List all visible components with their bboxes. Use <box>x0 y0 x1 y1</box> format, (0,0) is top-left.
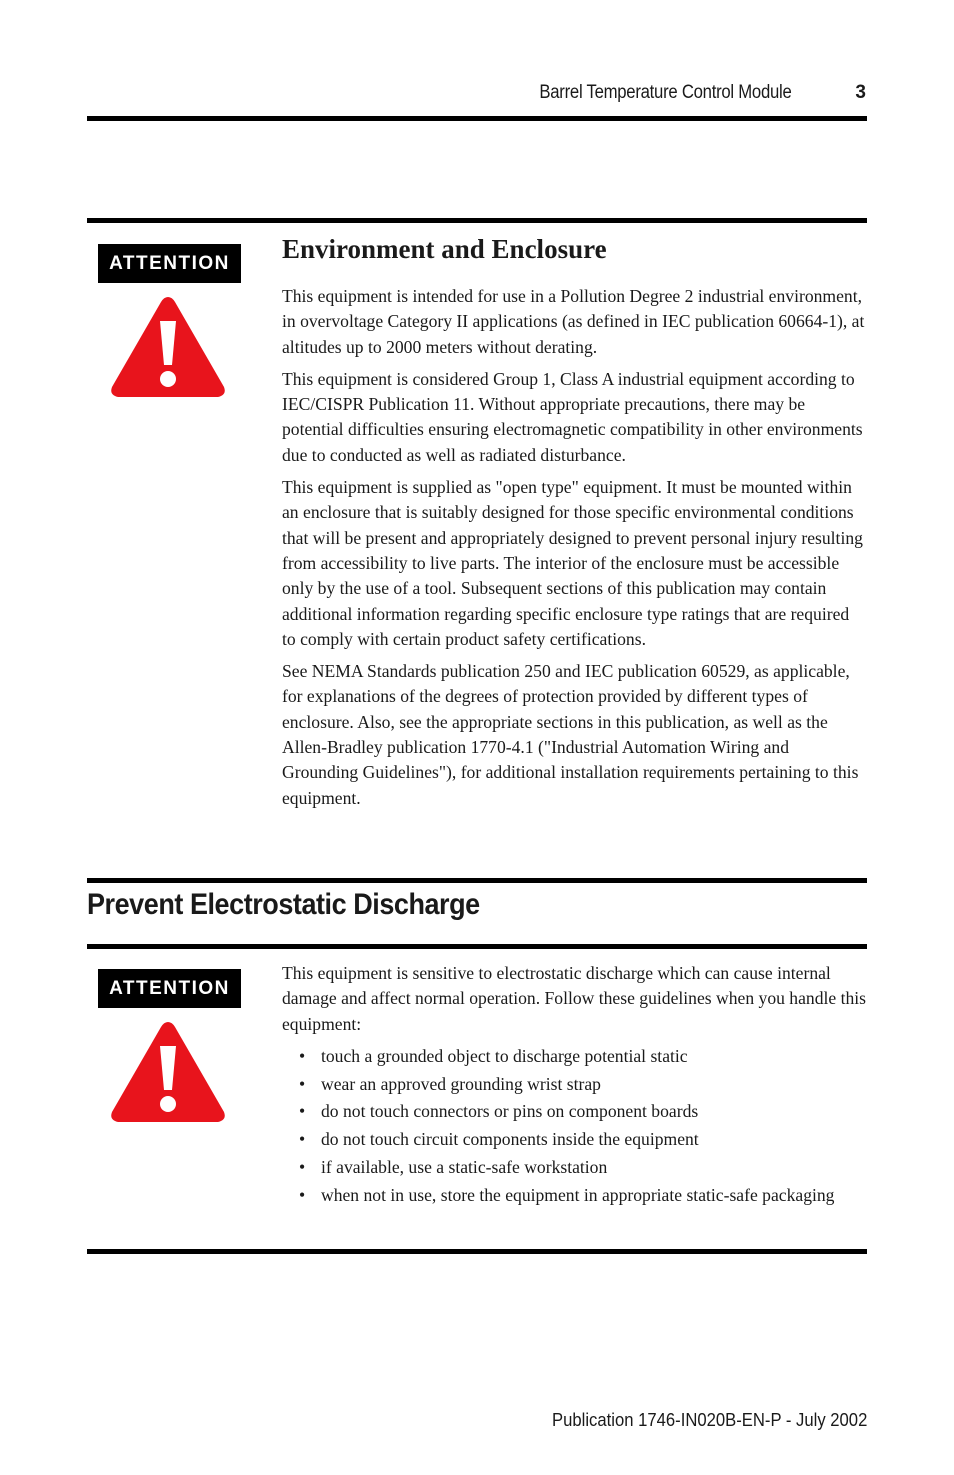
section-bottom-rule <box>87 878 867 883</box>
running-header-title: Barrel Temperature Control Module <box>539 82 792 103</box>
esd-top-rule <box>87 944 867 949</box>
paragraph: This equipment is considered Group 1, Class A industrial equipment according to IEC/CISPR Publication 11. Without appropriate precautions, there may be potential difficulties ensuring electromagnetic compatibility in other environments due to conducted as well as radiated disturbance. <box>282 368 863 465</box>
esd-body <box>282 961 867 1211</box>
attention-label: ATTENTION <box>98 244 241 283</box>
list-item: • wear an approved grounding wrist strap <box>282 1072 867 1097</box>
page-number: 3 <box>855 82 866 103</box>
paragraph: This equipment is supplied as "open type" equipment. It must be mounted within an enclosure that is suitably designed for those specific environmental conditions that will be present and appropriately designed to prevent personal injury resulting from accessibility to live parts. The interior of the enclosure must be accessible only by the use of a tool. Subsequent sections of this publication may contain additional information regarding specific enclosure type ratings that are required to comply with certain product safety certifications. <box>282 477 863 649</box>
warning-triangle-icon <box>108 291 228 401</box>
list-item: • do not touch circuit components inside the equipment <box>282 1127 867 1152</box>
paragraph: See NEMA Standards publication 250 and IEC publication 60529, as applicable, for explanations of the degrees of protection provided by different types of enclosure. Also, see the appropriate sections in this publication, as well as the Allen-Bradley publication 1770-4.1 ("Industrial Automation Wiring and Grounding Guidelines"), for additional installation requirements pertaining to this equipment. <box>282 661 859 808</box>
esd-bottom-rule <box>87 1249 867 1254</box>
publication-footer: Publication 1746-IN020B-EN-P - July 2002 <box>551 1409 867 1430</box>
list-item: • if available, use a static-safe workstation <box>282 1155 867 1180</box>
paragraph: This equipment is intended for use in a Pollution Degree 2 industrial environment, in overvoltage Category II applications (as defined in IEC publication 60664-1), at altitudes up to 2000 meters without derating. <box>282 286 865 357</box>
section-heading-esd: Prevent Electrostatic Discharge <box>87 888 480 921</box>
section-heading-environment: Environment and Enclosure <box>282 234 607 264</box>
list-item: • do not touch connectors or pins on component boards <box>282 1099 867 1124</box>
warning-triangle-icon <box>108 1016 228 1126</box>
environment-body <box>282 284 867 818</box>
header-rule <box>87 116 867 121</box>
section-top-rule <box>87 218 867 223</box>
list-item: • touch a grounded object to discharge potential static <box>282 1044 867 1069</box>
list-item: • when not in use, store the equipment in appropriate static-safe packaging <box>282 1183 867 1208</box>
esd-intro: This equipment is sensitive to electrostatic discharge which can cause internal damage and affect normal operation. Follow these guidelines when you handle this equipment: <box>282 963 867 1034</box>
esd-guidelines-list <box>282 1044 867 1208</box>
attention-label: ATTENTION <box>98 969 241 1008</box>
